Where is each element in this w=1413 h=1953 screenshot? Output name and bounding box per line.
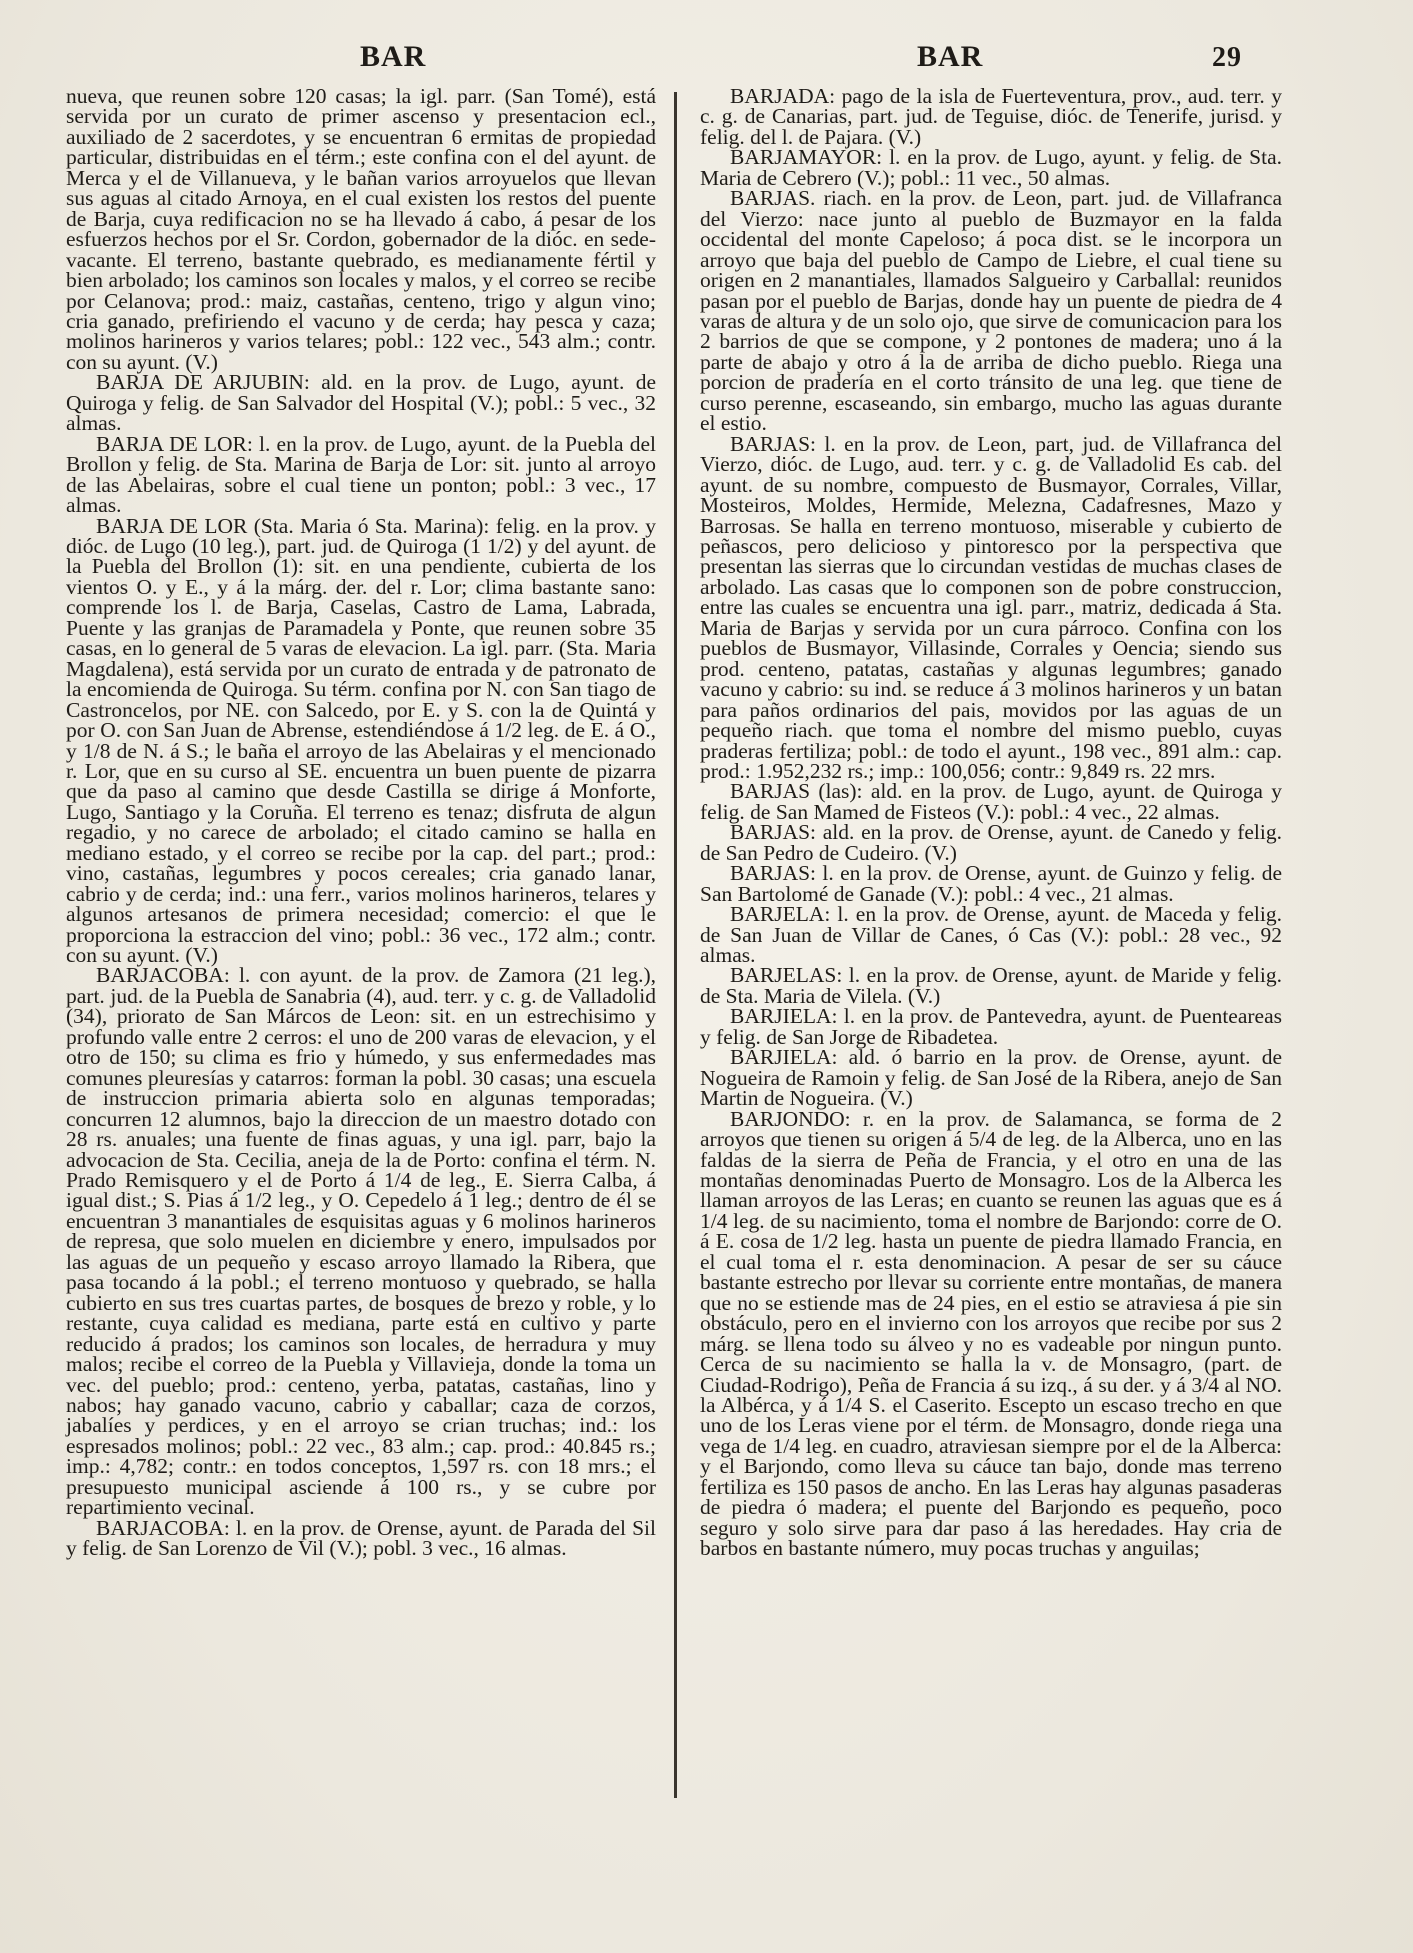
left-column xyxy=(66,86,656,1559)
entry-paragraph: BARJAS: l. en la prov. de Leon, part, jud. de Villafranca del Vierzo, dióc. de Lugo, aud. terr. y c. g. de Valladolid Es cab. del ayunt. de su nombre, compuesto de Busmayor, Corrales, Villar, Mosteiros, Moldes, Hermide, Melezna, Cadafresnes, Mazo y Barrosas. Se halla en terreno montuoso, miserable y cubierto de peñascos, pero delicioso y pintoresco por la perspectiva que presentan las sierras que lo circundan vestidas de muchas clases de arbolado. Las casas que lo componen son de pobre construccion, entre las cuales se encuentra una igl. parr., matriz, dedicada á Sta. Maria de Barjas y servida por un cura párroco. Confina con los pueblos de Busmayor, Villasinde, Corrales y Oencia; siendo sus prod. centeno, patatas, castañas y algunas legumbres; ganado vacuno y cabrio: su ind. se reduce á 3 molinos harineros y un batan para paños ordinarios del pais, movidos por las aguas de un pequeño riach. que toma el nombre del mismo pueblo, cuyas praderas fertiliza; pobl.: de todo el ayunt., 198 vec., 891 alm.: cap. prod.: 1.952,232 rs.; imp.: 100,056; contr.: 9,849 rs. 22 mrs. xyxy=(700,431,1282,783)
running-head-left: BAR xyxy=(360,40,427,73)
entry-paragraph: BARJAS (las): ald. en la prov. de Lugo, ayunt. de Quiroga y felig. de San Mamed de Fisteos (V.): pobl.: 4 vec., 22 almas. xyxy=(700,779,1282,824)
entry-paragraph: BARJA DE LOR: l. en la prov. de Lugo, ayunt. de la Puebla del Brollon y felig. de Sta. Marina de Barja de Lor: sit. junto al arroyo de las Abelairas, sobre el cual tiene un ponton; pobl.: 3 vec., 17 almas. xyxy=(66,431,656,518)
entry-paragraph: BARJAS: ald. en la prov. de Orense, ayunt. de Canedo y felig. de San Pedro de Cudeiro. (V.) xyxy=(700,820,1282,865)
entry-paragraph: BARJELA: l. en la prov. de Orense, ayunt. de Maceda y felig. de San Juan de Villar de Canes, ó Cas (V.): pobl.: 28 vec., 92 almas. xyxy=(700,902,1282,968)
column-divider xyxy=(674,92,677,1798)
entry-paragraph: BARJACOBA: l. en la prov. de Orense, ayunt. de Parada del Sil y felig. de San Lorenzo de Vil (V.); pobl. 3 vec., 16 almas. xyxy=(66,1515,656,1561)
entry-paragraph: BARJONDO: r. en la prov. de Salamanca, se forma de 2 arroyos que tienen su origen á 5/4 de leg. de la Alberca, uno en las faldas de la sierra de Peña de Francia, y el otro en una de las montañas denominadas Puerto de Monsagro. Los de la Alberca les llaman arroyos de las Leras; en cuanto se reunen las aguas que es á 1/4 leg. de su nacimiento, toma el nombre de Barjondo: corre de O. á E. cosa de 1/2 leg. hasta un puente de piedra llamado Francia, en el cual toma el r. esta denominacion. A pesar de ser su cáuce bastante estrecho por llevar su corriente entre montañas, de manera que no se estiende mas de 24 pies, en el estio se atraviesa á pie sin obstáculo, pero en el invierno con los arroyos que recibe por sus 2 márg. se llena todo su álveo y no es vadeable por ningun punto. Cerca de su nacimiento se halla la v. de Monsagro, (part. de Ciudad-Rodrigo), Peña de Francia á su izq., á su der. y á 3/4 al NO. la Albérca, y á 1/4 S. el Caserito. Escepto un escaso trecho en que uno de los Leras viene por el térm. de Monsagro, donde riega una vega de 1/4 leg. en cuadro, atraviesan siempre por el de la Alberca: y el Barjondo, como lleva su cáuce tan bajo, donde mas terreno fertiliza es 150 pasos de ancho. En las Leras hay algunas pasaderas de piedra ó madera; el puente del Barjondo es pequeño, poco seguro y solo sirve para dar paso á las heredades. Hay cria de barbos en bastante número, muy pocas truchas y anguilas; xyxy=(700,1106,1282,1561)
right-column xyxy=(700,86,1282,1559)
entry-paragraph: nueva, que reunen sobre 120 casas; la igl. parr. (San Tomé), está servida por un curato de primer ascenso y presentacion ecl., auxiliado de 2 sacerdotes, y se encuentran 6 ermitas de propiedad particular, distribuidas en el térm.; este confina con el del ayunt. de Merca y el de Villanueva, y le bañan varios arroyuelos que llevan sus aguas al citado Arnoya, en el cual existen los restos del puente de Barja, cuya redificacion no se ha llevado á cabo, á pesar de los esfuerzos hechos por el Sr. Cordon, gobernador de la dióc. en sede-vacante. El terreno, bastante quebrado, es medianamente fértil y bien arbolado; los caminos son locales y malos, y el correo se recibe por Celanova; prod.: maiz, castañas, centeno, trigo y algun vino; cria ganado, prefiriendo el vacuno y de cerda; hay pesca y caza; molinos harineros y varios telares; pobl.: 122 vec., 543 alm.; contr. con su ayunt. (V.) xyxy=(66,84,656,374)
entry-paragraph: BARJAS. riach. en la prov. de Leon, part. jud. de Villafranca del Vierzo: nace junto al pueblo de Buzmayor en la falda occidental del monte Capeloso; á poca dist. se le incorpora un arroyo que baja del pueblo de Campo de Liebre, el cual tiene su origen en 2 manantiales, llamados Salgueiro y Carballal: reunidos pasan por el pueblo de Barjas, donde hay un puente de piedra de 4 varas de altura y de un solo ojo, que sirve de comunicacion para los 2 barrios de que se compone, y 2 pontones de madera; uno á la parte de abajo y otro á la de arriba de dicho pueblo. Riega una porcion de pradería en el corto tránsito de una leg. que tiene de curso perenne, escaseando, sin embargo, mucho las aguas durante el estio. xyxy=(700,186,1282,436)
running-head-right: BAR xyxy=(917,40,984,73)
entry-paragraph: BARJIELA: l. en la prov. de Pantevedra, ayunt. de Puenteareas y felig. de San Jorge de Ribadetea. xyxy=(700,1004,1282,1049)
entry-paragraph: BARJAS: l. en la prov. de Orense, ayunt. de Guinzo y felig. de San Bartolomé de Ganade (V.): pobl.: 4 vec., 21 almas. xyxy=(700,861,1282,906)
page-number: 29 xyxy=(1212,42,1242,73)
entry-paragraph: BARJAMAYOR: l. en la prov. de Lugo, ayunt. y felig. de Sta. Maria de Cebrero (V.); pobl.: 11 vec., 50 almas. xyxy=(700,145,1282,190)
entry-paragraph: BARJA DE LOR (Sta. Maria ó Sta. Marina): felig. en la prov. y dióc. de Lugo (10 leg.), part. jud. de Quiroga (1 1/2) y del ayunt. de la Puebla del Brollon (1): sit. en una pendiente, cubierta de los vientos O. y E., y á la márg. der. del r. Lor; clima bastante sano: comprende los l. de Barja, Caselas, Castro de Lama, Labrada, Puente y las granjas de Paramadela y Ponte, que reunen sobre 35 casas, en lo general de 5 varas de elevacion. La igl. parr. (Sta. Maria Magdalena), está servida por un curato de entrada y de patronato de la encomienda de Quiroga. Su térm. confina por N. con San tiago de Castroncelos, por NE. con Salcedo, por E. y S. con la de Quintá y por O. con San Juan de Abrense, estendiéndose á 1/2 leg. de E. á O., y 1/8 de N. á S.; le baña el arroyo de las Abelairas y el mencionado r. Lor, que en su curso al SE. encuentra un buen puente de pizarra que da paso al camino que desde Castilla se dirige á Monforte, Lugo, Santiago y la Coruña. El terreno es tenaz; disfruta de algun regadio, y no carece de arbolado; el citado camino se halla en mediano estado, y el correo se recibe por la cap. del part.; prod.: vino, castañas, legumbres y pocos cereales; cria ganado lanar, cabrio y de cerda; ind.: una ferr., varios molinos harineros, telares y algunos artesanos de primera necesidad; comercio: el que le proporciona la estraccion del vino; pobl.: 36 vec., 172 alm.; contr. con su ayunt. (V.) xyxy=(66,513,656,968)
entry-paragraph: BARJADA: pago de la isla de Fuerteventura, prov., aud. terr. y c. g. de Canarias, part. jud. de Teguise, dióc. de Tenerife, jurisd. y felig. del l. de Pajara. (V.) xyxy=(700,84,1282,149)
entry-paragraph: BARJELAS: l. en la prov. de Orense, ayunt. de Maride y felig. de Sta. Maria de Vilela. (V.) xyxy=(700,963,1282,1008)
entry-paragraph: BARJA DE ARJUBIN: ald. en la prov. de Lugo, ayunt. de Quiroga y felig. de San Salvador del Hospital (V.); pobl.: 5 vec., 32 almas. xyxy=(66,370,656,436)
entry-paragraph: BARJIELA: ald. ó barrio en la prov. de Orense, ayunt. de Nogueira de Ramoin y felig. de San José de la Ribera, anejo de San Martin de Nogueira. (V.) xyxy=(700,1045,1282,1111)
entry-paragraph: BARJACOBA: l. con ayunt. de la prov. de Zamora (21 leg.), part. jud. de la Puebla de Sanabria (4), aud. terr. y c. g. de Valladolid (34), priorato de San Márcos de Leon: sit. en un estrechisimo y profundo valle entre 2 cerros: el uno de 200 varas de elevacion, y el otro de 150; su clima es frio y húmedo, y sus enfermedades mas comunes pleuresías y catarros: forman la pobl. 30 casas; una escuela de instruccion primaria abierta solo en algunas temporadas; concurren 12 alumnos, bajo la direccion de un maestro dotado con 28 rs. anuales; una fuente de finas aguas, y una igl. parr, bajo la advocacion de Sta. Cecilia, aneja de la de Porto: confina el térm. N. Prado Remisquero y el de Porto á 1/4 de leg., E. Sierra Calba, á igual dist.; S. Pias á 1/2 leg., y O. Cepedelo á 1 leg.; dentro de él se encuentran 3 manantiales de esquisitas aguas y 6 molinos harineros de represa, que solo muelen en diciembre y enero, impulsados por las aguas de un pequeño y escaso arroyo llamado la Ribera, que pasa tocando á la pobl.; el terreno montuoso y quebrado, se halla cubierto en sus tres cuartas partes, de bosques de brezo y roble, y lo restante, cuya calidad es mediana, parte está en cultivo y parte reducido á prados; los caminos son locales, de herradura y muy malos; recibe el correo de la Puebla y Villavieja, donde la toma un vec. del pueblo; prod.: centeno, yerba, patatas, castañas, lino y nabos; hay ganado vacuno, cabrio y caballar; caza de corzos, jabalíes y perdices, y en el arroyo se crian truchas; ind.: los espresados molinos; pobl.: 22 vec., 83 alm.; cap. prod.: 40.845 rs.; imp.: 4,782; contr.: en todos conceptos, 1,597 rs. con 18 mrs.; el presupuesto municipal asciende á 100 rs., y se cubre por repartimiento vecinal. xyxy=(66,963,656,1520)
